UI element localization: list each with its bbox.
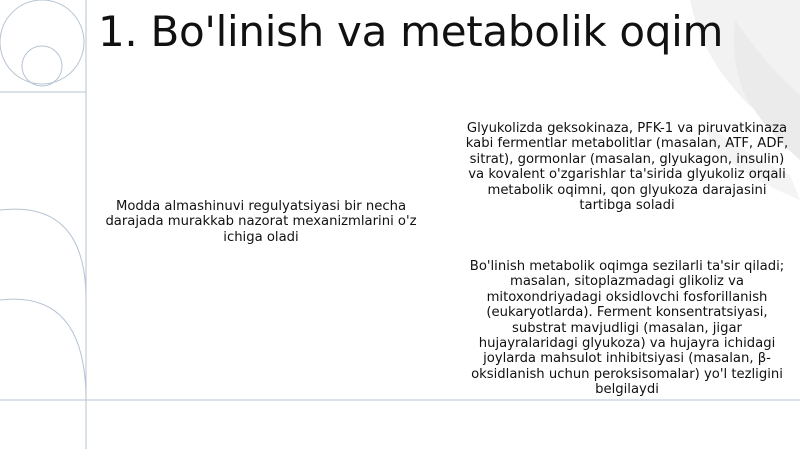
- left-text-block: Modda almashinuvi regulyatsiyasi bir necha darajada murakkab nazorat mexanizmlarini o'z ichiga oladi: [105, 199, 417, 245]
- right-paragraph-1: Glyukolizda geksokinaza, PFK-1 va piruvatkinaza kabi fermentlar metabolitlar (masalan, ATF, ADF, sitrat), gormonlar (masalan, glyukagon, insulin) va kovalent o'zgarishlar ta'sirida glyukoliz orqali metabolik oqimni, qon glyukoza darajasini tartibga soladi: [465, 121, 789, 214]
- slide-title: 1. Bo'linish va metabolik oqim: [98, 7, 724, 56]
- right-paragraph-2: Bo'linish metabolik oqimga sezilarli ta'sir qiladi; masalan, sitoplazmadagi glikoliz va mitoxondriyadagi oksidlovchi fosforillanish (eukaryotlarda). Ferment konsentratsiyasi, substrat mavjudligi (masalan, jigar hujayralaridagi glyukoza) va hujayra ichidagi joylarda mahsulot inhibitsiyasi (masalan, β-oksidlanish uchun peroksisomalar) yo'l tezligini belgilaydi: [469, 259, 785, 398]
